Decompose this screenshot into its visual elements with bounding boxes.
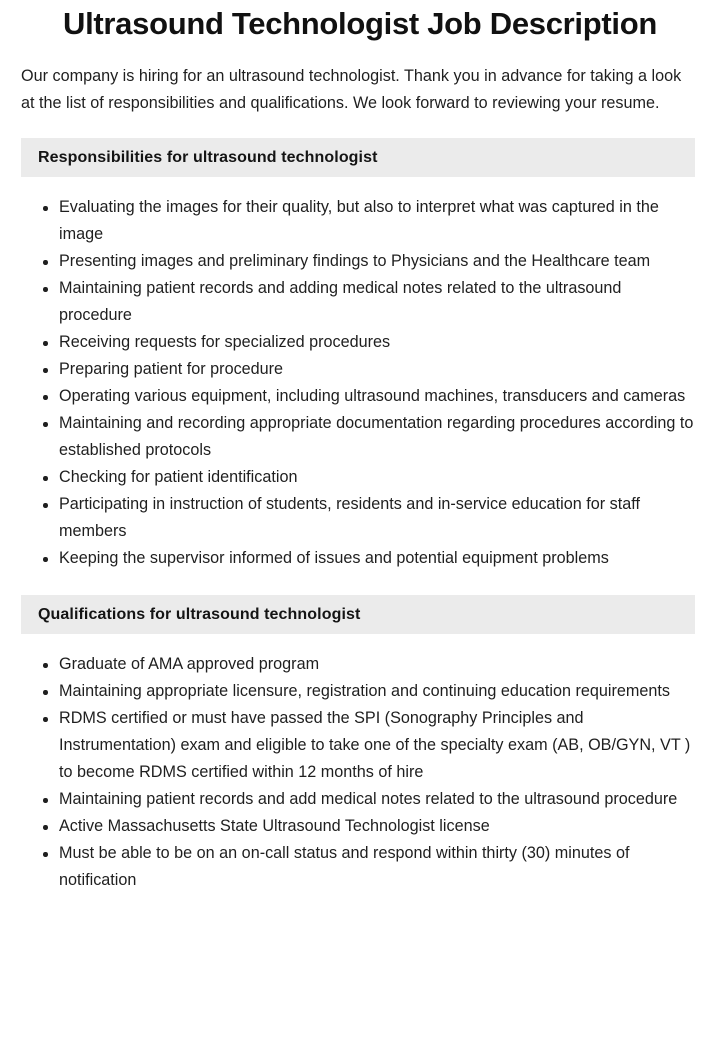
page-title: Ultrasound Technologist Job Description: [63, 6, 657, 41]
list-item: [0, 383, 720, 410]
list-item-text: Must be able to be on an on-call status and respond within thirty (30) minutes of notification: [59, 844, 630, 889]
list-item: [0, 194, 720, 248]
list-item: [0, 545, 720, 572]
list-item: [0, 651, 720, 678]
list-item-text: RDMS certified or must have passed the SPI (Sonography Principles and Instrumentation) exam and eligible to take one of the specialty exam (AB, OB/GYN, VT ) to become RDMS certified within 12 months of hire: [59, 709, 691, 781]
list-item: [0, 678, 720, 705]
list-item: [0, 464, 720, 491]
qualifications-section-header: [21, 595, 695, 634]
responsibilities-section: [0, 138, 720, 572]
intro-paragraph: Our company is hiring for an ultrasound technologist. Thank you in advance for taking a look at the list of responsibilities and qualifications. We look forward to reviewing your resume.: [21, 67, 682, 112]
list-item: [0, 491, 720, 545]
list-item: [0, 786, 720, 813]
responsibilities-list: [0, 194, 720, 572]
list-item-text: Operating various equipment, including ultrasound machines, transducers and cameras: [59, 387, 686, 405]
list-item-text: Maintaining and recording appropriate documentation regarding procedures according to established protocols: [59, 414, 694, 459]
job-description-document: [0, 4, 720, 894]
list-item: [0, 813, 720, 840]
list-item-text: Maintaining appropriate licensure, registration and continuing education requirements: [59, 682, 670, 700]
list-item: [0, 248, 720, 275]
list-item: [0, 410, 720, 464]
list-item-text: Maintaining patient records and add medical notes related to the ultrasound procedure: [59, 790, 678, 808]
list-item-text: Preparing patient for procedure: [59, 360, 284, 378]
list-item: [0, 329, 720, 356]
qualifications-list-spacer: [0, 634, 720, 651]
list-item-text: Active Massachusetts State Ultrasound Technologist license: [59, 817, 490, 835]
qualifications-section-heading: Qualifications for ultrasound technologist: [38, 605, 361, 623]
list-item-text: Participating in instruction of students, residents and in-service education for staff members: [59, 495, 640, 540]
qualifications-list: [0, 651, 720, 894]
list-item-text: Receiving requests for specialized procedures: [59, 333, 391, 351]
responsibilities-list-spacer: [0, 177, 720, 194]
responsibilities-section-heading: Responsibilities for ultrasound technologist: [38, 148, 378, 166]
list-item: [0, 840, 720, 894]
list-item: [0, 275, 720, 329]
qualifications-section: [0, 595, 720, 894]
list-item-text: Graduate of AMA approved program: [59, 655, 320, 673]
list-item: [0, 705, 720, 786]
list-item-text: Presenting images and preliminary findings to Physicians and the Healthcare team: [59, 252, 651, 270]
responsibilities-section-header: [21, 138, 695, 177]
list-item-text: Keeping the supervisor informed of issues and potential equipment problems: [59, 549, 609, 567]
list-item-text: Checking for patient identification: [59, 468, 298, 486]
list-item: [0, 356, 720, 383]
list-item-text: Evaluating the images for their quality, but also to interpret what was captured in the image: [59, 198, 659, 243]
list-item-text: Maintaining patient records and adding medical notes related to the ultrasound procedure: [59, 279, 622, 324]
